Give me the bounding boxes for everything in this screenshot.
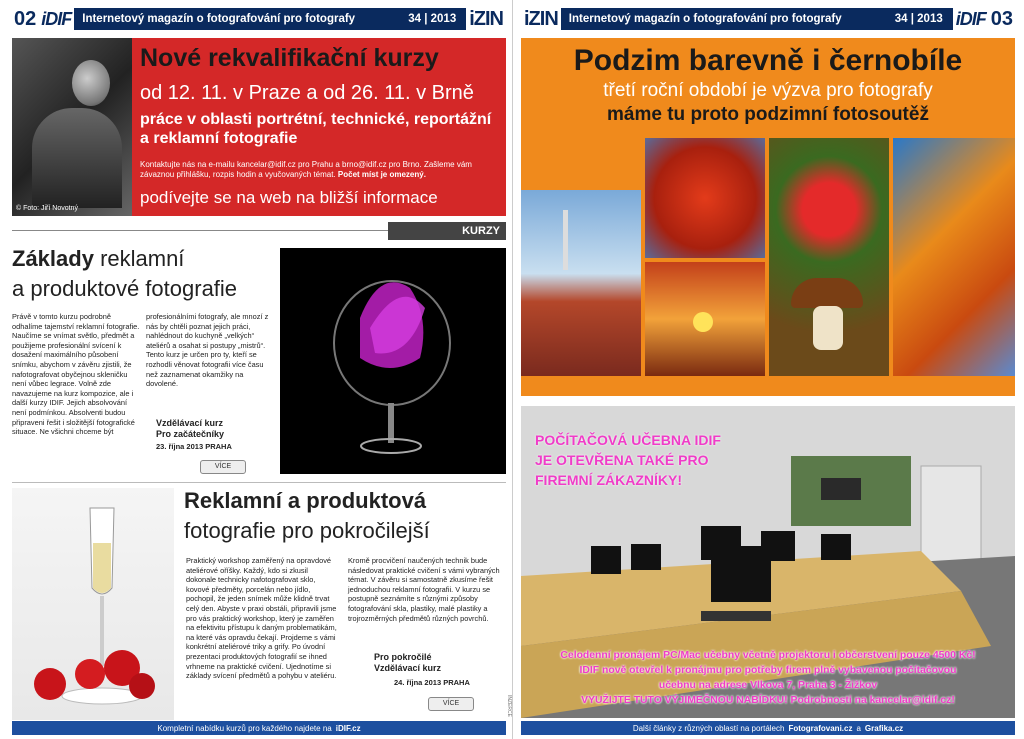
mushroom-stem [813,306,843,350]
article2-title-bold: Reklamní a produktová [184,488,427,513]
article2-more-button[interactable]: VÍCE [428,697,474,711]
banner-fields: práce v oblasti portrétní, technické, reportážní a reklamní fotografie [140,111,492,147]
classroom-headline-2: JE OTEVŘENA TAKÉ PRO [535,452,709,468]
article2-course-type: Vzdělávací kurz [374,663,442,673]
section-label: KURZY [388,222,506,240]
right-footer-bar [521,721,1015,735]
left-footer-text: Kompletní nabídku kurzů pro každého najdete na [157,723,332,733]
left-footer-bar [12,721,506,735]
banner-title: Nové rekvalifikační kurzy [140,44,439,72]
classroom-headline-3: FIREMNÍ ZÁKAZNÍKY! [535,472,682,488]
classroom-offer-2: IDIF nově otevřel k pronájmu pro potřeby firem plně vybavenou počítačovou [579,665,957,676]
idif-logo[interactable]: iDIF [38,8,74,30]
blacksmith-face [72,60,110,106]
right-footer-text: Další články z různých oblastí na portálech [632,723,785,733]
red-leaf-photo [645,138,765,258]
article2-title-line2: fotografie pro pokročilejší [184,518,430,543]
izin-logo[interactable]: iZIN [466,8,506,30]
issue-number: 34 | 2013 [408,13,457,25]
champagne-strawberries-photo [12,488,174,720]
article2-title [184,486,430,546]
autumn-tree-photo [893,138,1015,376]
banner-more-link[interactable]: podívejte se na web na bližší informace [140,188,438,207]
right-footer-link2[interactable]: Grafika.cz [864,723,904,733]
classroom-headline-1: POČÍTAČOVÁ UČEBNA IDIF [535,432,721,448]
magazine-tagline: Internetový magazín o fotografování pro fotografy [82,13,356,25]
article2-col2: Kromě procvičení naučených technik bude následovat praktické cvičení s vámi vybraných témat. V závěru si samostatně zkusíme řešit jednoduchou reklamní fotografii. V kurzu se postupně seznámíte s různými způsoby fotografování skla, plastiky, malé plastiky a trojrozměrných předmětů různých povrchů. [348,556,500,623]
article1-more-button[interactable]: VÍCE [200,460,246,474]
izin-logo-right[interactable]: iZIN [521,8,561,30]
wineglass-illustration [280,248,506,474]
classroom-offer-3: učebnu na adrese Vlkova 7, Praha 3 - Žižkov [658,680,878,691]
blacksmith-figure [32,108,122,208]
article2-course-date: 24. října 2013 PRAHA [394,678,470,687]
inzerce-label: INZERCE [506,695,512,717]
mushroom-berry-photo [769,138,889,376]
right-header-bar [521,8,1015,30]
article1-title-bold: Základy [12,246,94,271]
article1-course-type: Vzdělávací kurz [156,418,224,428]
article1-title-rest: reklamní [100,246,185,271]
contest-bold: máme tu proto podzimní fotosoutěž [607,104,929,125]
photo-contest-banner[interactable] [521,38,1015,396]
sunset-photo [645,262,765,376]
requalification-banner[interactable] [12,38,506,216]
banner-contact [140,160,502,180]
article1-col1: Právě v tomto kurzu podrobně odhalíme tajemství reklamní fotografie. Naučíme se vnímat světlo, předmět a použijeme profesionální svícení k dosažení maximálního působení snímku, abychom v závěru zjistili, že nafotografovat obyčejnou skleničku není vůbec legrace. Volně zde navazujeme na kurz kompozice, ale i další kurzy IDIF. Jejich absolvování není podmínkou. Absolventi budou připraveni řešit i složitější fotografické situace. Ne všichni chceme být [12,312,140,437]
article1-course-date: 23. října 2013 PRAHA [156,442,232,451]
magazine-tagline-right: Internetový magazín o fotografování pro fotografy [568,13,842,25]
article1-col2: profesionálními fotografy, ale mnozí z nás by chtěli poznat jejich práci, nahlédnout do kuchyně „velkých“ ateliérů a osahat si postupy „mistrů“. Tento kurz je určen pro ty, kteří se rozhodli věnovat fotografii více času než zaznamenat okamžiky na dovolené. [146,312,269,389]
issue-number-right: 34 | 2013 [894,13,943,25]
photo-credit: © Foto: Jiří Novotný [16,205,78,212]
right-footer-link1[interactable]: Fotografovani.cz [788,723,853,733]
banner-subtitle: od 12. 11. v Praze a od 26. 11. v Brně [140,82,474,104]
article2-course-info [374,652,441,674]
classroom-offer-1: Celodenní pronájem PC/Mac učebny včetně projektoru i občerstvení pouze 4500 Kč! [560,650,976,661]
section-divider [12,230,388,231]
right-footer-and: a [856,723,861,733]
classroom-offer-4: VYUŽIJTE TUTO VÝJIMEČNOU NABÍDKU! Podrobnosti na kancelar@idif.cz! [581,695,955,706]
article-divider [12,482,506,483]
page-number: 02 [14,8,37,30]
wineglass-feather-photo [280,248,506,474]
article1-title [12,244,237,304]
contest-subtitle: třetí roční období je výzva pro fotografy [603,80,933,101]
sun-shape [693,312,713,332]
blacksmith-photo [12,38,132,216]
idif-logo-right[interactable]: iDIF [953,8,989,30]
article2-col1: Praktický workshop zaměřený na opravdové ateliérové oříšky. Každý, kdo si zkusil dokonale technicky nafotografovat sklo, kovové předměty, porcelán nebo jídlo, pochopil, že jeden snímek může klidně trvat celý den. Abyste v praxi obstáli, připravili jsme pro vás praktický workshop, který je zaměřen na efektivitu přístupu k daným problematikám, na které vás opravdu čekají. Projdeme s vámi konkrétní ateliérové triky a grify. Po úvodní prezentaci produktových fotografií se ihned vrhneme na praktické cvičení. Ujednotíme si základy svícení předmětů a pohybu v ateliéru. [186,556,337,681]
article2-course-level: Pro pokročilé [374,652,432,662]
left-footer-link[interactable]: iDIF.cz [335,723,361,733]
champagne-illustration [12,488,174,720]
banner-limited: Počet míst je omezený. [337,170,426,179]
banner-contact-text: Kontaktujte nás na e-mailu kancelar@idif.cz pro Prahu a brno@idif.cz pro Brno. Zašleme vám závaznou přihlášku, rozpis hodin a vyučovaných témat. [140,160,472,179]
left-header-bar [12,8,506,30]
mushroom-cap [791,278,863,308]
right-page [512,0,1024,739]
article1-course-info [156,418,224,440]
article1-title-line2: a produktové fotografie [12,276,238,301]
contest-title: Podzim barevně i černobíle [573,44,963,77]
article1-course-level: Pro začátečníky [156,429,225,439]
page-number-right: 03 [990,8,1013,30]
classroom-offer [521,648,1015,708]
computer-classroom-ad[interactable] [521,406,1015,718]
tv-tower-shape [563,210,568,270]
classroom-headline [535,430,721,490]
prague-tv-tower-photo [521,190,641,376]
